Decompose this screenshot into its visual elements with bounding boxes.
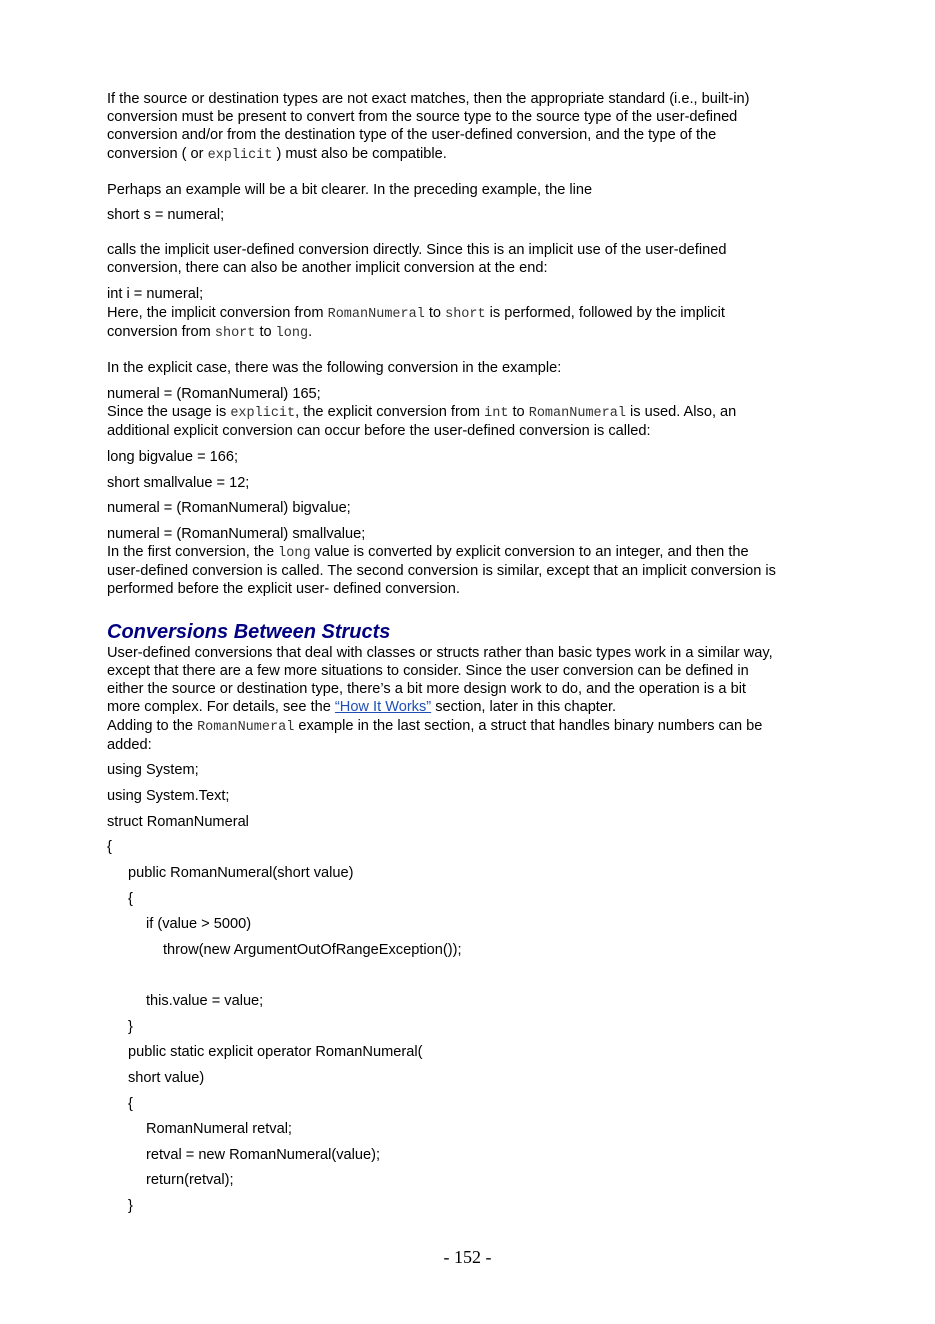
code-line: if (value > 5000) xyxy=(146,916,252,932)
paragraph-line: User-defined conversions that deal with classes or structs rather than basic types work in a similar way, xyxy=(107,645,773,661)
code-line: { xyxy=(107,839,112,855)
code-line: using System.Text; xyxy=(107,788,230,804)
how-it-works-link[interactable]: “How It Works” xyxy=(334,699,432,715)
paragraph-line: except that there are a few more situations to consider. Since the user conversion can be defined in xyxy=(107,663,749,679)
code-line: short value) xyxy=(128,1070,205,1086)
code-line: numeral = (RomanNumeral) 165; xyxy=(107,386,321,402)
paragraph-line: either the source or destination type, there’s a bit more design work to do, and the operation is a bit xyxy=(107,681,746,697)
inline-code: explicit xyxy=(230,406,296,421)
paragraph-line: Perhaps an example will be a bit clearer. In the preceding example, the line xyxy=(107,182,593,198)
paragraph-line: performed before the explicit user- defined conversion. xyxy=(107,581,460,597)
code-line: return(retval); xyxy=(146,1172,234,1188)
paragraph-line: Adding to the RomanNumeral example in the last section, a struct that handles binary numbers can be xyxy=(107,718,763,735)
paragraph-line: In the explicit case, there was the following conversion in the example: xyxy=(107,360,562,376)
paragraph-line: conversion, there can also be another implicit conversion at the end: xyxy=(107,260,548,276)
inline-code: RomanNumeral xyxy=(197,720,295,735)
code-line: retval = new RomanNumeral(value); xyxy=(146,1147,380,1163)
paragraph-line: more complex. For details, see the “How It Works” section, later in this chapter. xyxy=(107,699,617,715)
paragraph-line: calls the implicit user-defined conversion directly. Since this is an implicit use of the user-defined xyxy=(107,242,727,258)
code-line: public static explicit operator RomanNumeral( xyxy=(128,1044,423,1060)
code-line: numeral = (RomanNumeral) bigvalue; xyxy=(107,500,351,516)
paragraph-line: conversion from short to long. xyxy=(107,324,313,341)
inline-code: int xyxy=(484,406,509,421)
paragraph-line: user-defined conversion is called. The second conversion is similar, except that an implicit conversion is xyxy=(107,563,776,579)
inline-code: RomanNumeral xyxy=(528,406,626,421)
inline-code: explicit xyxy=(207,148,273,163)
code-line: { xyxy=(128,891,133,907)
code-line: { xyxy=(128,1096,133,1112)
code-line: short s = numeral; xyxy=(107,207,225,223)
code-line: using System; xyxy=(107,762,199,778)
code-line: throw(new ArgumentOutOfRangeException()); xyxy=(163,942,462,958)
paragraph-line: conversion must be present to convert from the source type to the source type of the user-defined xyxy=(107,109,738,125)
code-line: this.value = value; xyxy=(146,993,264,1009)
inline-code: short xyxy=(445,307,486,322)
paragraph-line: added: xyxy=(107,737,152,753)
code-line: int i = numeral; xyxy=(107,286,204,302)
inline-code: long xyxy=(275,326,309,341)
paragraph-line: additional explicit conversion can occur before the user-defined conversion is called: xyxy=(107,423,651,439)
code-line: struct RomanNumeral xyxy=(107,814,249,830)
code-line: long bigvalue = 166; xyxy=(107,449,239,465)
code-line: RomanNumeral retval; xyxy=(146,1121,292,1137)
paragraph-line: In the first conversion, the long value is converted by explicit conversion to an integer, and then the xyxy=(107,544,749,561)
code-line: public RomanNumeral(short value) xyxy=(128,865,354,881)
paragraph-line: conversion ( or explicit ) must also be compatible. xyxy=(107,146,447,163)
inline-code: RomanNumeral xyxy=(327,307,425,322)
paragraph-line: conversion and/or from the destination type of the user-defined conversion, and the type of the xyxy=(107,127,717,143)
code-line: numeral = (RomanNumeral) smallvalue; xyxy=(107,526,366,542)
paragraph-line: If the source or destination types are not exact matches, then the appropriate standard (i.e., built-in) xyxy=(107,91,750,107)
inline-code: short xyxy=(214,326,256,341)
inline-code: long xyxy=(278,546,311,561)
code-line: } xyxy=(128,1198,133,1214)
code-line: } xyxy=(128,1019,133,1035)
page-number: - 152 - xyxy=(443,1247,492,1267)
paragraph-line: Since the usage is explicit, the explicit conversion from int to RomanNumeral is used. Also, an xyxy=(107,404,737,421)
section-heading: Conversions Between Structs xyxy=(107,621,391,643)
paragraph-line: Here, the implicit conversion from RomanNumeral to short is performed, followed by the implicit xyxy=(107,305,725,322)
code-line: short smallvalue = 12; xyxy=(107,475,250,491)
